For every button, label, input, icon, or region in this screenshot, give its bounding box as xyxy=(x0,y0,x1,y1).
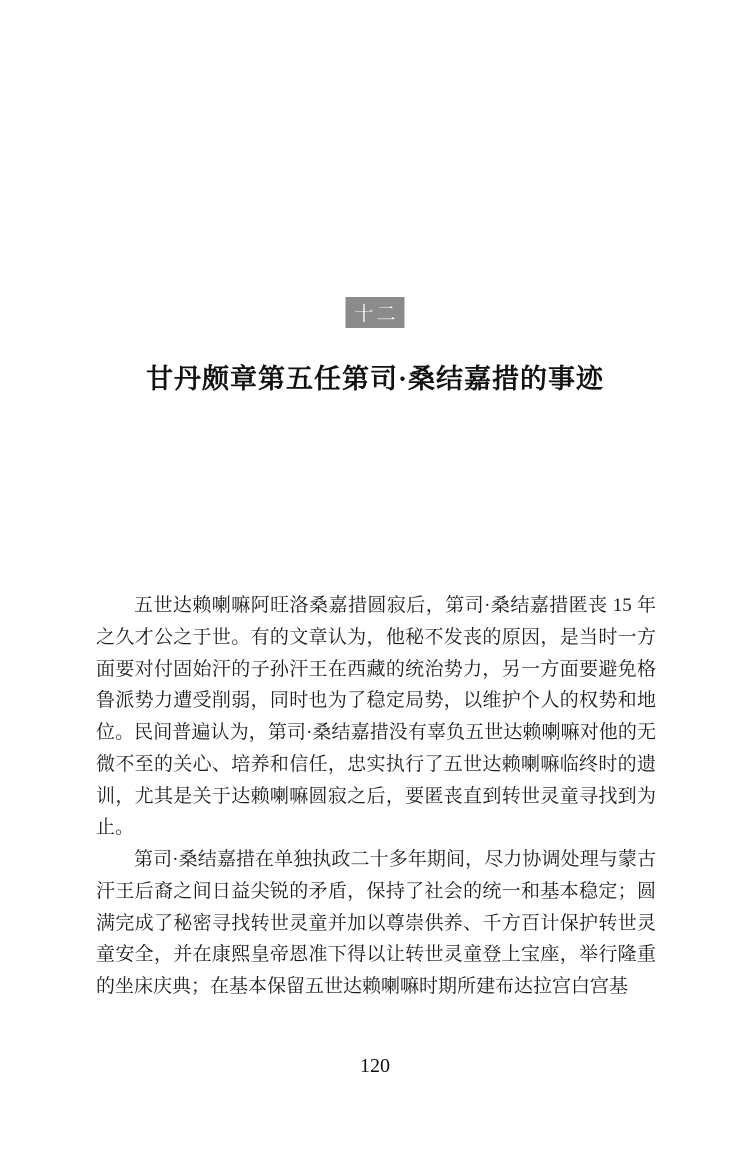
page-number: 120 xyxy=(360,1055,390,1077)
body-text-block xyxy=(96,590,656,1003)
chapter-title: 甘丹颇章第五任第司·桑结嘉措的事迹 xyxy=(145,364,604,395)
body-paragraph: 第司·桑结嘉措在单独执政二十多年期间，尽力协调处理与蒙古汗王后裔之间日益尖锐的矛盾，保持了社会的统一和基本稳定；圆满完成了秘密寻找转世灵童并加以尊崇供养、千方百计保护转世灵童安全，并在康熙皇帝恩准下得以让转世灵童登上宝座，举行隆重的坐床庆典；在基本保留五世达赖喇嘛时期所建布达拉宫白宫基 xyxy=(96,849,656,997)
body-paragraph: 五世达赖喇嘛阿旺洛桑嘉措圆寂后，第司·桑结嘉措匿丧 15 年之久才公之于世。有的文章认为，他秘不发丧的原因，是当时一方面要对付固始汗的子孙汗王在西藏的统治势力，另一方面要避免格鲁派势力遭受削弱，同时也为了稳定局势，以维护个人的权势和地位。民间普遍认为，第司·桑结嘉措没有辜负五世达赖喇嘛对他的无微不至的关心、培养和信任，忠实执行了五世达赖喇嘛临终时的遗训，尤其是关于达赖喇嘛圆寂之后，要匿丧直到转世灵童寻找到为止。 xyxy=(96,595,656,839)
chapter-number-badge: 十二 xyxy=(345,297,404,328)
